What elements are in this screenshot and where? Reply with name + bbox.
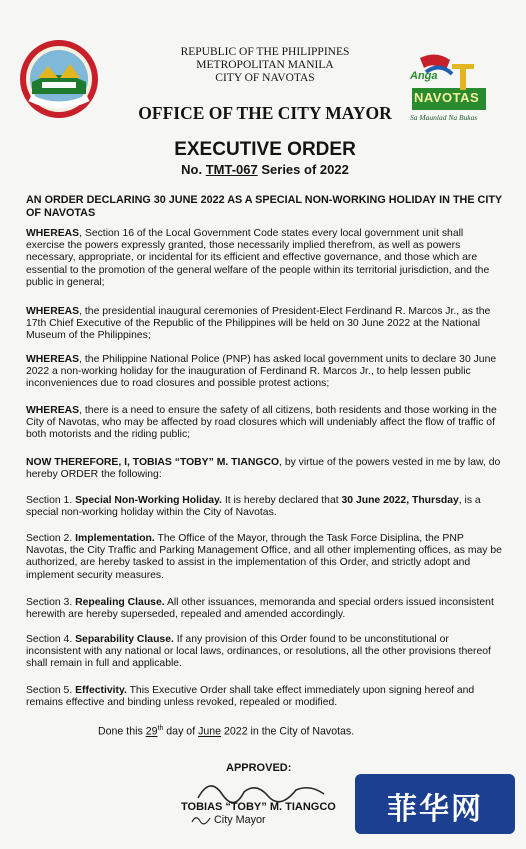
brand-word-anga: Anga — [410, 70, 438, 82]
site-watermark — [355, 774, 515, 834]
section-5: Section 5. Effectivity. This Executive Order shall take effect immediately upon signing hereof and remains effective and binding unless revoked, repealed or modified. — [26, 685, 475, 709]
section-3: Section 3. Repealing Clause. All other issuances, memoranda and special orders issued inconsistent herewith are hereby superseded, repealed and amended accordingly. — [26, 597, 494, 621]
watermark-text: 菲华网 — [387, 792, 483, 827]
header-metro: METROPOLITAN MANILA — [196, 59, 334, 71]
header-republic: REPUBLIC OF THE PHILIPPINES — [180, 46, 350, 58]
brand-tagline: Sa Maunlad Na Bukas — [410, 113, 478, 122]
order-title: EXECUTIVE ORDER — [174, 139, 356, 160]
section-4: Section 4. Separability Clause. If any provision of this Order found to be unconstitutional or inconsistent with any national or local laws, ordinances, or resolutions, all the other provisions thereof shall remain in full and applicable. — [26, 634, 491, 670]
header-city: CITY OF NAVOTAS — [215, 72, 315, 84]
initials-signature — [190, 812, 212, 826]
section-1: Section 1. Special Non-Working Holiday. It is hereby declared that 30 June 2022, Thursday, is a special non-working holiday within the City of Navotas. — [26, 495, 481, 519]
city-seal-icon — [18, 38, 100, 120]
done-line: Done this 29th day of June 2022 in the City of Navotas. — [98, 725, 355, 738]
whereas-clause-4: WHEREAS, there is a need to ensure the safety of all citizens, both residents and those working in the City of Navotas, who may be affected by road closures which will undeniably affect the flow of traffic of both motorists and the riding public; — [26, 405, 497, 441]
signer-name: TOBIAS “TOBY” M. TIANGCO — [181, 801, 336, 813]
approved-label: APPROVED: — [226, 762, 292, 774]
office-title: OFFICE OF THE CITY MAYOR — [138, 103, 392, 123]
whereas-clause-3: WHEREAS, the Philippine National Police (PNP) has asked local government units to declare 30 June 2022 a non-working holiday for the inauguration of Ferdinand R. Marcos Jr., to help lessen public inconveniences due to road closures and possible protest actions; — [26, 354, 497, 390]
order-subject: AN ORDER DECLARING 30 JUNE 2022 AS A SPECIAL NON-WORKING HOLIDAY IN THE CITY OF NAVOTAS — [26, 194, 502, 219]
now-therefore-clause: NOW THEREFORE, I, TOBIAS “TOBY” M. TIANGCO, by virtue of the powers vested in me by law, do hereby ORDER the following: — [26, 457, 501, 481]
signer-title: City Mayor — [214, 814, 266, 826]
whereas-clause-1: WHEREAS, Section 16 of the Local Government Code states every local government unit shall exercise the powers expressly granted, those necessarily implied therefrom, as well as powers necessary, appropriate, or incidental for its efficient and effective governance, and those which are essential to the promotion of the general welfare of the people within its territorial jurisdiction, and the public in general; — [26, 228, 490, 288]
whereas-clause-2: WHEREAS, the presidential inaugural ceremonies of President-Elect Ferdinand R. Marcos Jr., as the 17th Chief Executive of the Republic of the Philippines will be held on 30 June 2022 at the National Museum of the Philippines; — [26, 306, 491, 342]
order-number: No. TMT-067 Series of 2022 — [181, 162, 349, 177]
section-2: Section 2. Implementation. The Office of the Mayor, through the Task Force Disiplina, the PNP Navotas, the City Traffic and Parking Management Office, and all other implementing offices, as may be authorized, are hereby tasked to assist in the implementation of this Order, and strictly adopt and implement security measures. — [26, 533, 502, 581]
brand-word-navotas: NAVOTAS — [414, 90, 480, 105]
